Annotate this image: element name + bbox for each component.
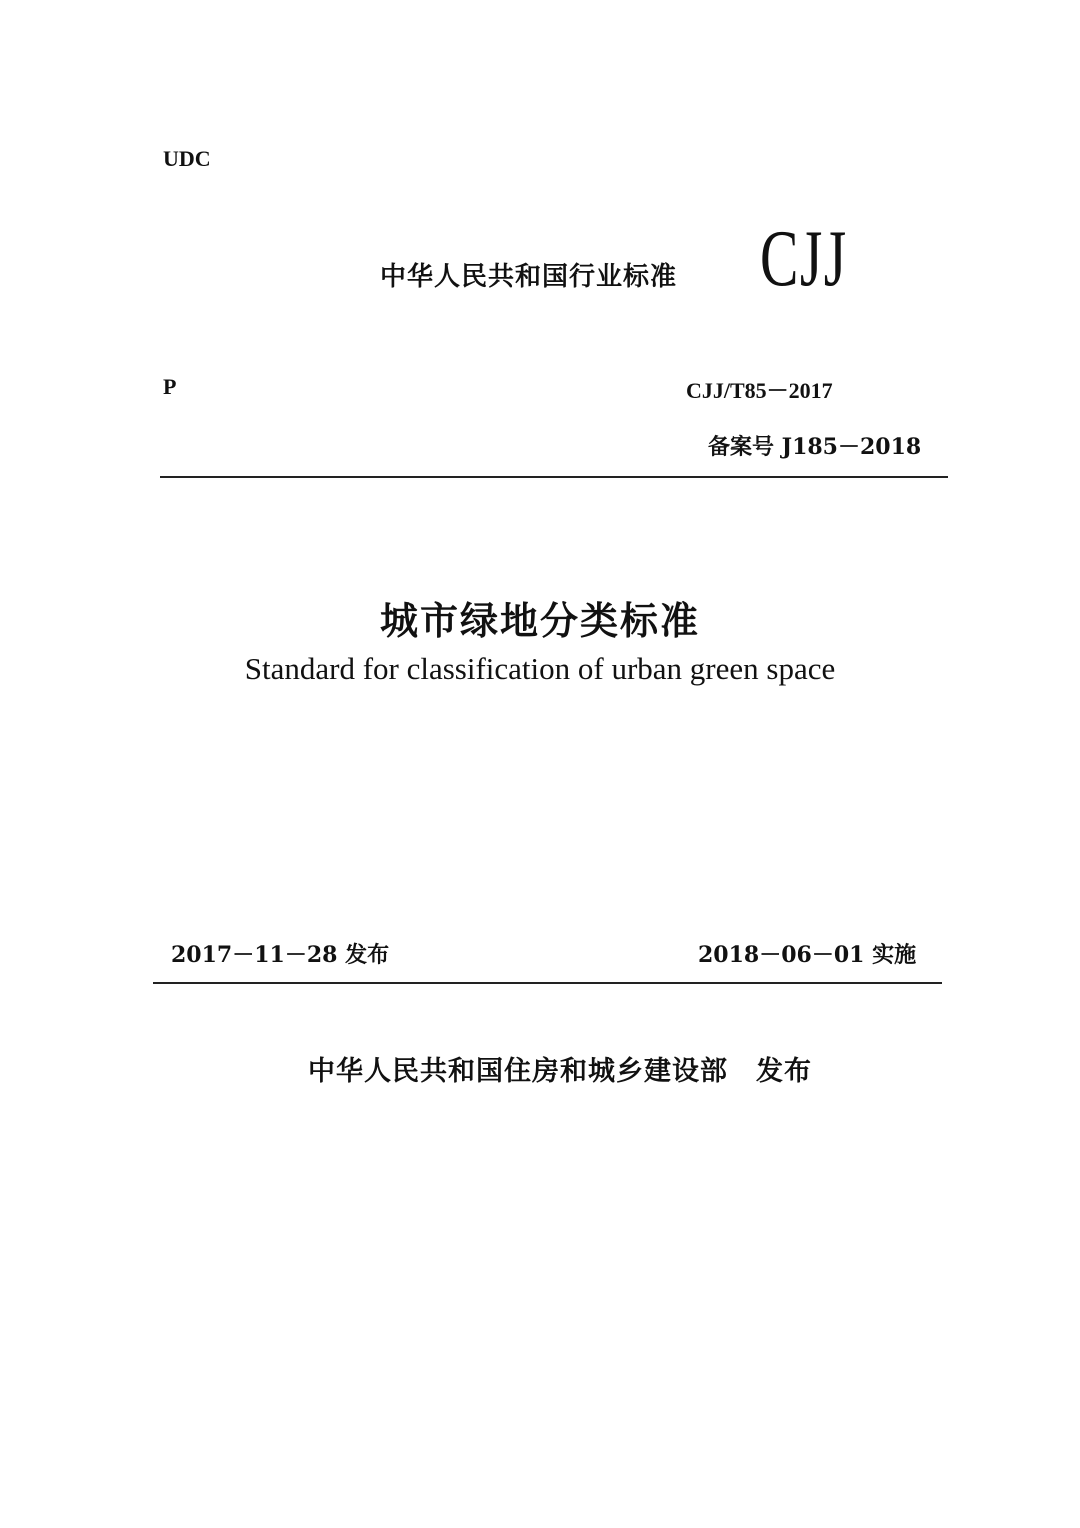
bottom-divider [153,982,942,984]
issue-date: 2017－11－28 发布 [171,942,390,968]
classification-code: P [163,374,177,399]
cjj-logo: CJJ [760,215,848,303]
record-number: 备案号 J185－2018 [708,434,922,460]
standard-number: CJJ/T85－2017 [686,378,833,403]
udc-label: UDC [163,146,211,171]
top-divider [160,476,948,478]
industry-standard-heading: 中华人民共和国行业标准 [380,262,678,292]
publisher-line: 中华人民共和国住房和城乡建设部 发布 [308,1056,812,1087]
implementation-date: 2018－06－01 实施 [698,942,917,968]
document-title-chinese: 城市绿地分类标准 [379,599,700,643]
document-title-english: Standard for classification of urban green space [244,651,836,686]
